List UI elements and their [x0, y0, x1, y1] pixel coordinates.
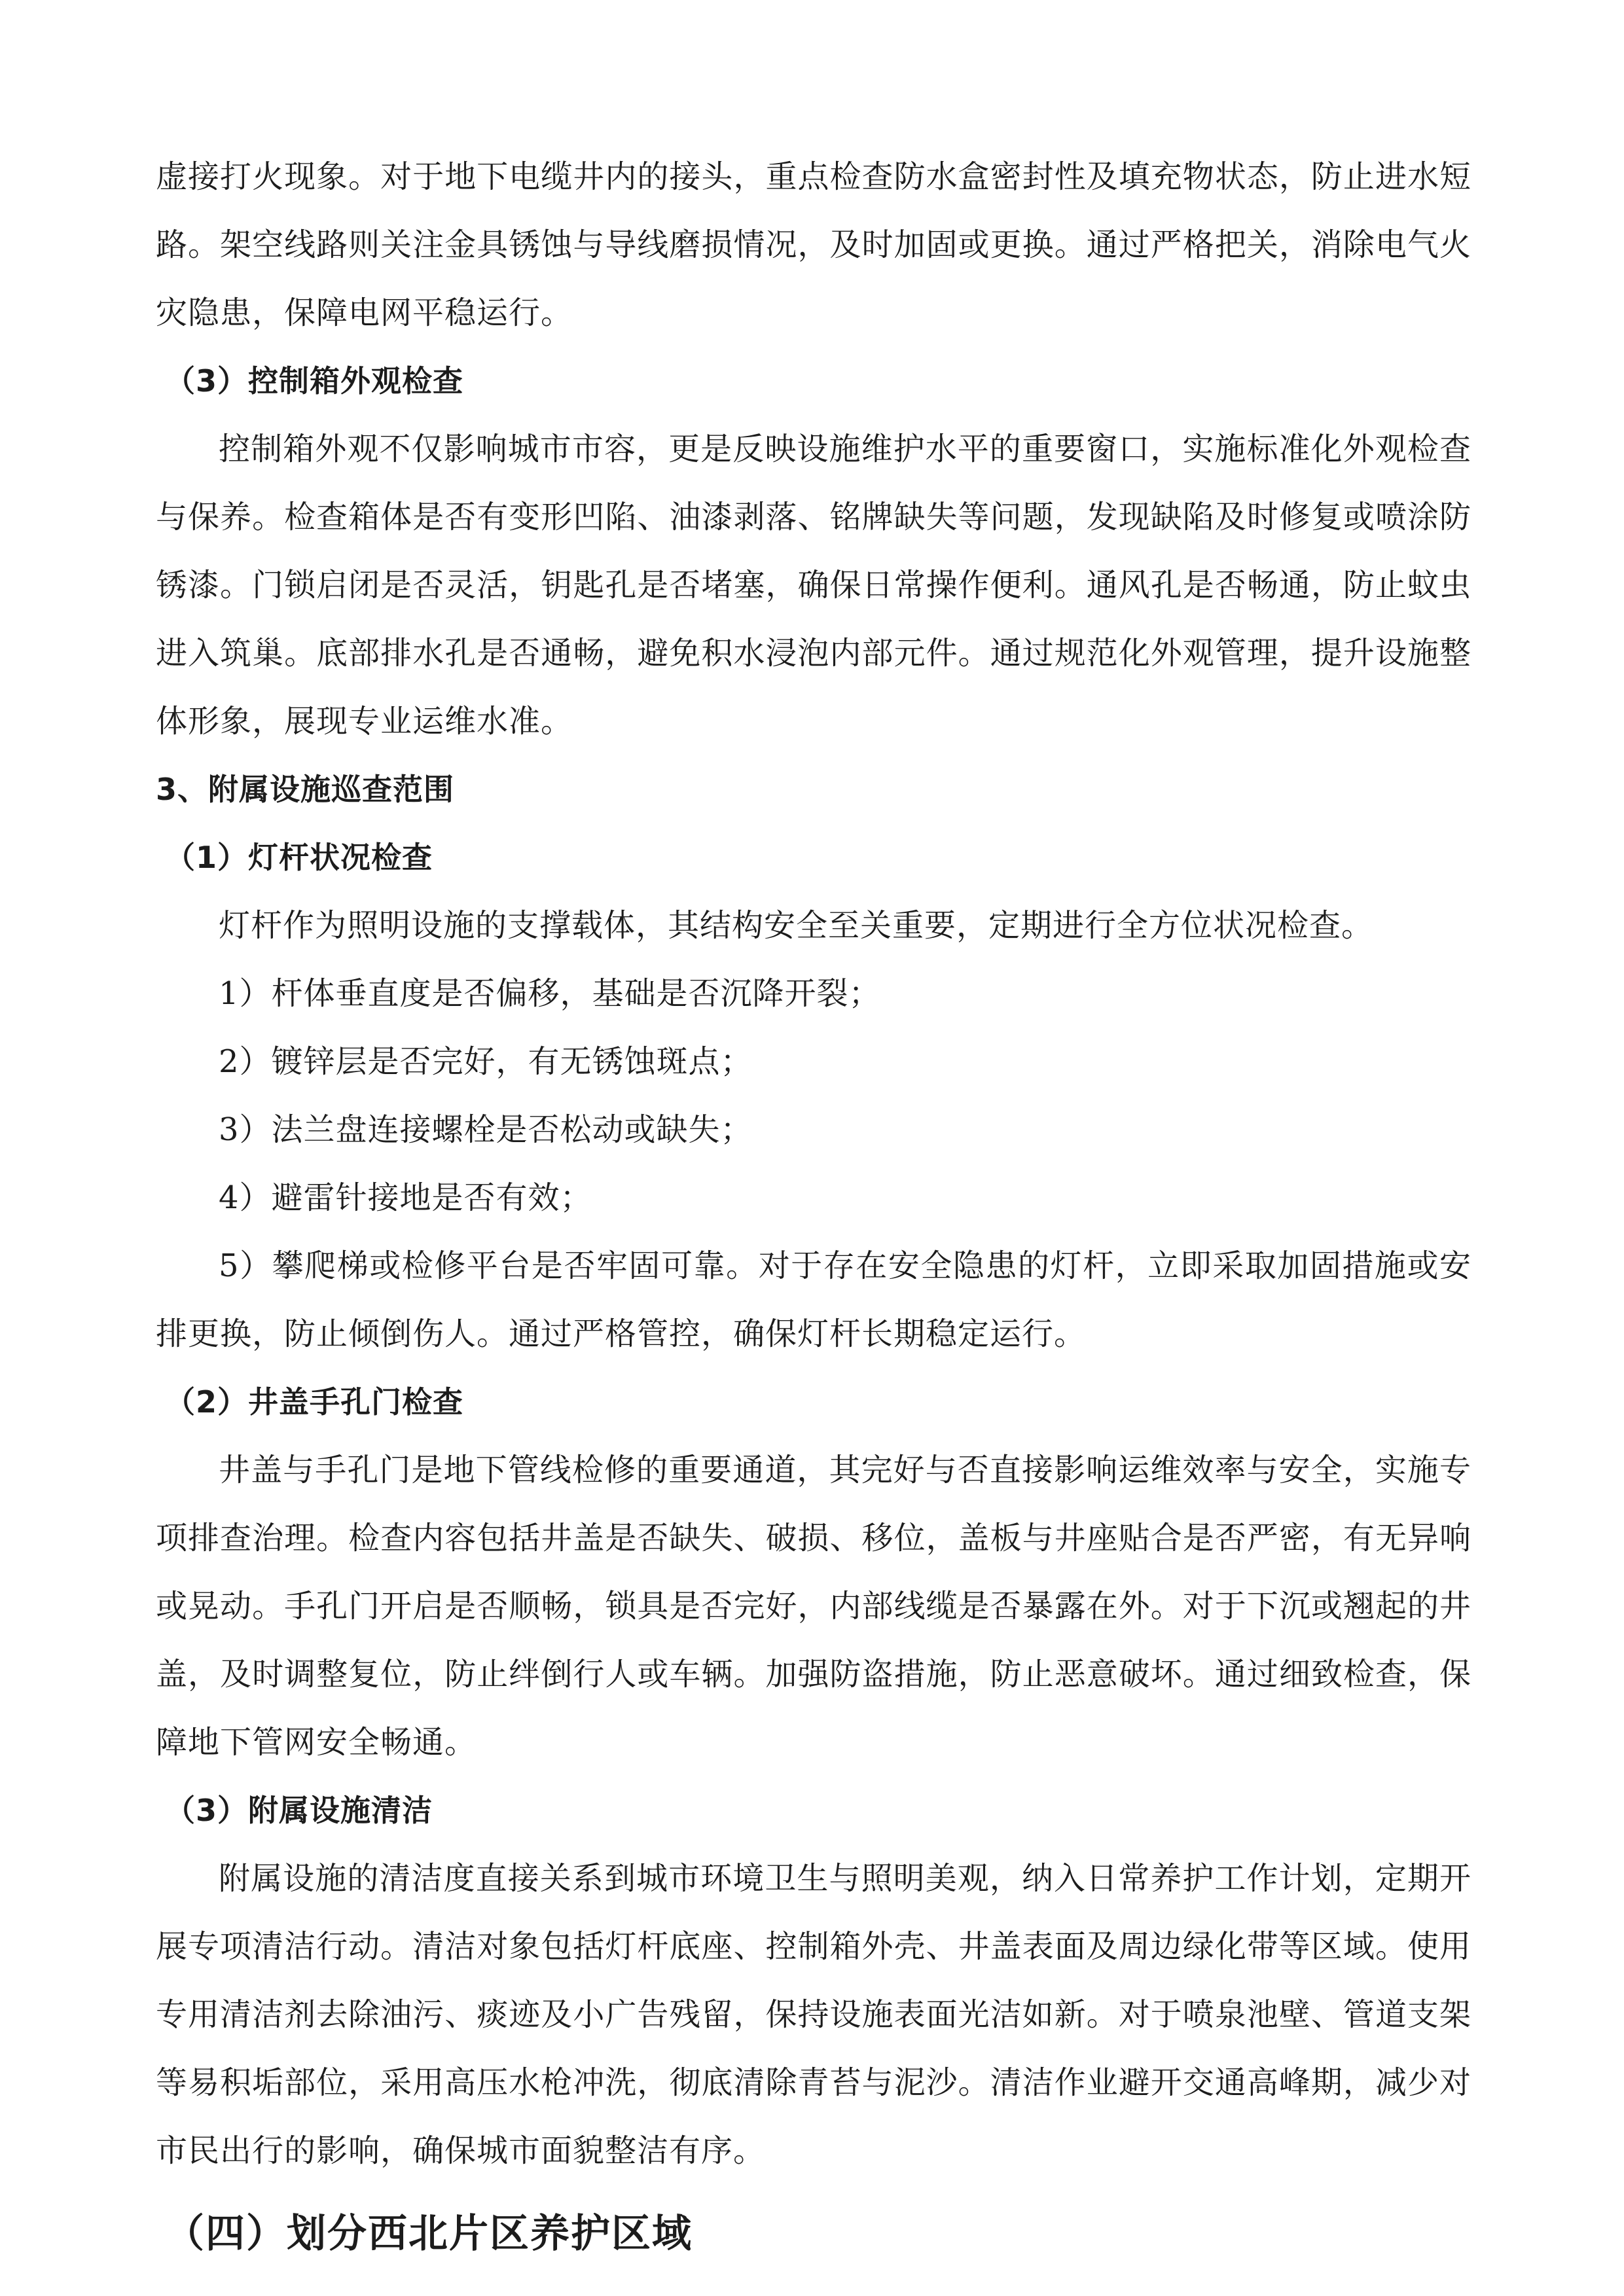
paragraph-facility-cleaning: 附属设施的清洁度直接关系到城市环境卫生与照明美观，纳入日常养护工作计划，定期开展专项清洁行动。清洁对象包括灯杆底座、控制箱外壳、井盖表面及周边绿化带等区域。使用专用清洁剂去除油污、痰迹及小广告残留，保持设施表面光洁如新。对于喷泉池壁、管道支架等易积垢部位，采用高压水枪冲洗，彻底清除青苔与泥沙。清洁作业避开交通高峰期，减少对市民出行的影响，确保城市面貌整洁有序。 [156, 1860, 1471, 2169]
list-item-climbing-ladder: 5）攀爬梯或检修平台是否牢固可靠。对于存在安全隐患的灯杆，立即采取加固措施或安排更换，防止倾倒伤人。通过严格管控，确保灯杆长期稳定运行。 [156, 1247, 1471, 1352]
subheading-facility-cleaning: （3）附属设施清洁 [165, 1793, 433, 1828]
paragraph-control-box-appearance: 控制箱外观不仅影响城市市容，更是反映设施维护水平的重要窗口，实施标准化外观检查与保养。检查箱体是否有变形凹陷、油漆剥落、铭牌缺失等问题，发现缺陷及时修复或喷涂防锈漆。门锁启闭是否灵活，钥匙孔是否堵塞，确保日常操作便利。通风孔是否畅通，防止蚊虫进入筑巢。底部排水孔是否通畅，避免积水浸泡内部元件。通过规范化外观管理，提升设施整体形象，展现专业运维水准。 [156, 431, 1471, 740]
subheading-manhole-cover-inspection: （2）井盖手孔门检查 [165, 1384, 464, 1420]
list-item-galvanized-layer: 2）镀锌层是否完好，有无锈蚀斑点； [219, 1043, 753, 1080]
paragraph-lamp-pole-intro: 灯杆作为照明设施的支撑载体，其结构安全至关重要，定期进行全方位状况检查。 [219, 907, 1374, 944]
paragraph-electrical-safety-continued: 虚接打火现象。对于地下电缆井内的接头，重点检查防水盒密封性及填充物状态，防止进水短路。架空线路则关注金具锈蚀与导线磨损情况，及时加固或更换。通过严格把关，消除电气火灾隐患，保障电网平稳运行。 [156, 158, 1471, 331]
section-heading-northwest-area: （四）划分西北片区养护区域 [165, 2211, 693, 2257]
list-item-lightning-rod: 4）避雷针接地是否有效； [219, 1179, 592, 1216]
subheading-control-box-appearance: （3）控制箱外观检查 [165, 363, 464, 399]
list-item-pole-verticality: 1）杆体垂直度是否偏移，基础是否沉降开裂； [219, 975, 881, 1012]
page-content [156, 143, 1471, 2276]
heading-auxiliary-facilities-inspection: 3、附属设施巡查范围 [156, 772, 455, 807]
subheading-lamp-pole-inspection: （1）灯杆状况检查 [165, 840, 433, 875]
paragraph-manhole-cover-inspection: 井盖与手孔门是地下管线检修的重要通道，其完好与否直接影响运维效率与安全，实施专项排查治理。检查内容包括井盖是否缺失、破损、移位，盖板与井座贴合是否严密，有无异响或晃动。手孔门开启是否顺畅，锁具是否完好，内部线缆是否暴露在外。对于下沉或翘起的井盖，及时调整复位，防止绊倒行人或车辆。加强防盗措施，防止恶意破坏。通过细致检查，保障地下管网安全畅通。 [156, 1452, 1471, 1761]
list-item-flange-bolts: 3）法兰盘连接螺栓是否松动或缺失； [219, 1111, 753, 1148]
